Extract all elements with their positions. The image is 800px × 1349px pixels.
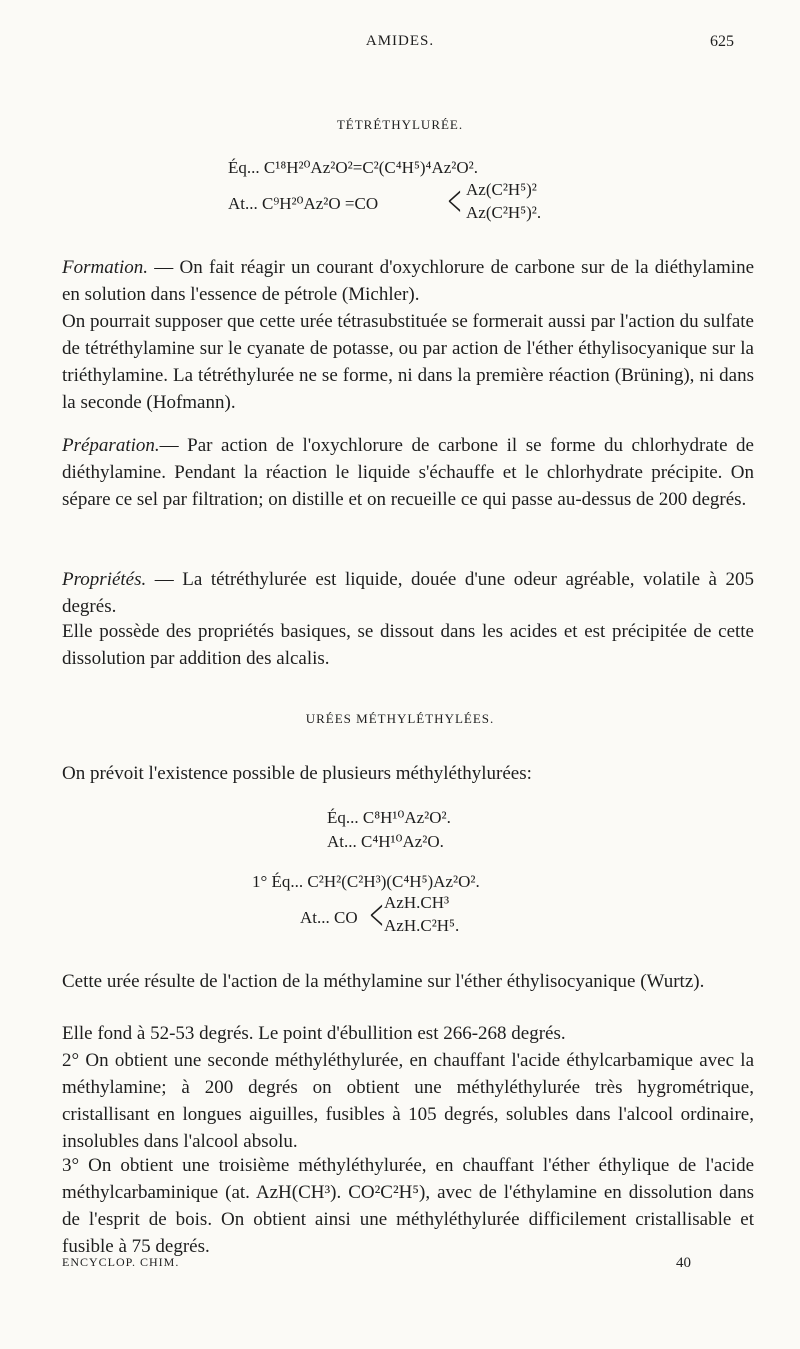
- formula-eq: Éq... C¹⁸H²⁰Az²O²=C²(C⁴H⁵)⁴Az²O².: [228, 158, 479, 177]
- paragraph-fond: Elle fond à 52-53 degrés. Le point d'ébullition est 266-268 degrés.: [62, 1023, 566, 1044]
- formula-at-brace: [442, 177, 467, 226]
- footer-signature: 40: [676, 1255, 691, 1271]
- running-header: AMIDES.: [365, 33, 435, 49]
- footer-source: ENCYCLOP. CHIM.: [62, 1255, 180, 1269]
- paragraph-preparation: [62, 432, 754, 513]
- formula-item1-at-bottom: AzH.C²H⁵.: [384, 916, 460, 935]
- label-formation: Formation.: [62, 257, 149, 278]
- paragraph-second: 2° On obtient une seconde méthyléthylurée, en chauffant l'acide éthylcarbamique avec la méthylamine; à 200 degrés on obtient une méthyléthylurée très hygrométrique, cristallisant en longues aiguilles, fusibles à 105 degrés, solubles dans l'alcool ordinaire, insolubles dans l'alcool absolu.: [62, 1050, 754, 1152]
- paragraph-intro: On prévoit l'existence possible de plusieurs méthyléthylurées:: [62, 763, 532, 784]
- angle-brace-icon: <: [447, 177, 462, 226]
- paragraph-supposition: On pourrait supposer que cette urée tétrasubstituée se formerait aussi par l'action du sulfate de tétréthylamine sur le cyanate de potasse, ou par action de l'éther éthylisocyanique sur la triéthylamine. La tétréthylurée ne se forme, ni dans la première réaction (Brüning), ni dans la seconde (Hofmann).: [62, 311, 754, 413]
- angle-brace-icon: <: [369, 891, 384, 940]
- paragraph-basiques: Elle possède des propriétés basiques, se dissout dans les acides et est précipitée de cette dissolution par addition des alcalis.: [62, 621, 754, 669]
- formula-at-bottom: Az(C²H⁵)².: [466, 203, 542, 222]
- label-proprietes: Propriétés.: [62, 569, 147, 590]
- paragraph-wurtz: Cette urée résulte de l'action de la méthylamine sur l'éther éthylisocyanique (Wurtz).: [62, 971, 705, 992]
- formula-eq-general: Éq... C⁸H¹⁰Az²O².: [327, 808, 451, 827]
- paragraph-formation: [62, 254, 754, 308]
- formula-at-general: At... C⁴H¹⁰Az²O.: [327, 832, 444, 851]
- formula-item1-eq: 1° Éq... C²H²(C²H³)(C⁴H⁵)Az²O².: [252, 872, 480, 891]
- label-preparation: Préparation.: [62, 435, 160, 456]
- formula-at-top: Az(C²H⁵)²: [466, 180, 537, 199]
- section-title-tetrethyluree: TÉTRÉTHYLURÉE.: [336, 117, 464, 132]
- formula-item1-at-prefix: At... CO: [300, 908, 358, 927]
- page-number: 625: [710, 33, 734, 50]
- formula-at-prefix: At... C⁹H²⁰Az²O =CO: [228, 194, 379, 213]
- formula-at: [228, 194, 378, 214]
- paragraph-proprietes: [62, 566, 754, 620]
- section-title-methylethylurees: URÉES MÉTHYLÉTHYLÉES.: [305, 711, 495, 726]
- formula-item1-at-top: AzH.CH³: [384, 893, 450, 912]
- text-formation: — On fait réagir un courant d'oxychlorure de carbone sur de la diéthylamine en solution dans l'essence de pétrole (Michler).: [62, 257, 754, 305]
- paragraph-third: 3° On obtient une troisième méthyléthylurée, en chauffant l'éther éthylique de l'acide méthylcarbaminique (at. AzH(CH³). CO²C²H⁵), avec de l'éthylamine en dissolution dans de l'esprit de bois. On obtient ainsi une méthyléthylurée difficilement cristallisable et fusible à 75 degrés.: [62, 1155, 754, 1257]
- text-proprietes: — La tétréthylurée est liquide, douée d'une odeur agréable, volatile à 205 degrés.: [62, 569, 754, 617]
- text-preparation: — Par action de l'oxychlorure de carbone il se forme du chlorhydrate de diéthylamine. Pendant la réaction le liquide s'échauffe et le chlorhydrate précipite. On sépare ce sel par filtration; on distille et on recueille ce qui passe au-dessus de 200 degrés.: [62, 435, 754, 510]
